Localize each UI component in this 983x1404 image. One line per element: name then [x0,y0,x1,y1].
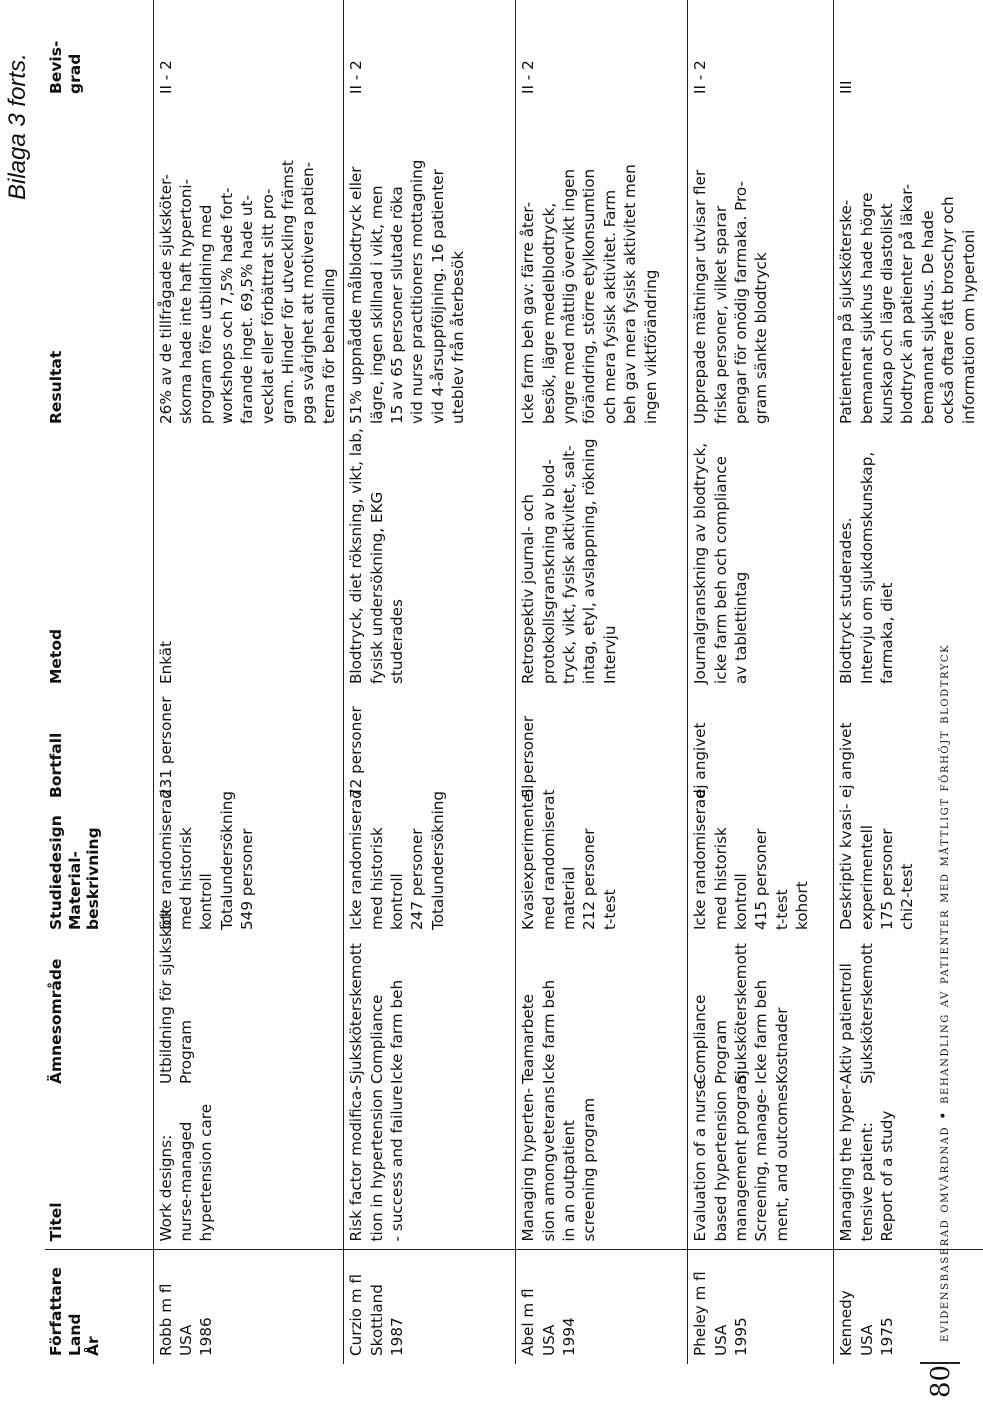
text-line: också oftare fått broschyr och [939,196,958,424]
text-line: Compliance [691,994,710,1084]
cell-author [153,1250,344,1364]
text-line: Icke randomiserad [156,789,175,930]
cell-design [153,789,344,938]
text-line: Material- [65,851,84,930]
text-line: tryck, vikt, fysisk aktivitet, salt- [559,445,578,684]
header-title [45,1092,153,1250]
cell-subject [516,938,688,1092]
cell-author [834,1250,983,1364]
header-method [45,432,153,692]
text-line: Icke farm beh gav: färre åter- [519,201,538,424]
text-line: nurse-managed [176,1121,195,1242]
text-line: Skottland [367,1284,386,1356]
text-line: Titel [47,1202,65,1242]
cell-grade [153,0,344,102]
table-row [153,0,344,1364]
text-line: tensive patient: [857,1122,876,1242]
text-line: Pheley m fl [691,1271,710,1356]
cell-design [344,789,516,938]
text-line: USA [176,1324,195,1356]
text-line: III [837,80,856,94]
text-line: chi2-test [898,863,917,930]
text-line: farande inget. 69,5% hade ut- [238,195,257,424]
text-line: med historisk [176,827,195,930]
text-line: grad [65,53,84,94]
text-line: 549 personer [238,828,257,930]
text-line: 212 personer [580,828,599,930]
text-line: tion in hypertension [367,1089,386,1242]
text-line: Report of a study [877,1110,896,1242]
text-line: 1994 [559,1317,578,1356]
text-line: information om hypertoni [959,229,978,424]
text-line: intag, etyl, avslappning, rökning [580,438,599,684]
text-line: ej angivet [691,722,710,798]
cell-title [153,1092,344,1250]
text-line: Compliance [367,994,386,1084]
text-line: Upprepade mätningar utvisar fler [691,169,710,424]
text-line: icke farm beh och compliance [711,456,730,684]
text-line: skorna hade inte haft hypertoni- [176,178,195,424]
text-line: 415 personer [752,828,771,930]
text-line: ingen viktförändring [641,269,660,424]
text-line: vid 4-årsuppföljning. 16 patienter [428,169,447,424]
text-line: 72 personer [347,706,366,798]
text-line: Patienterna på sjuksköterske- [837,199,856,424]
text-line: material [559,866,578,930]
cell-method [153,432,344,692]
text-line: gram sänkte blodtryck [752,252,771,424]
cell-design [688,789,834,938]
text-line: Icke randomiserad [691,789,710,930]
text-line: in an outpatient [559,1120,578,1242]
studies-table [45,0,983,1364]
text-line: management program: [731,1064,750,1242]
text-line: 15 av 65 personer slutade röka [387,186,406,424]
text-line: med historisk [711,827,730,930]
table-header-row [45,0,153,1364]
header-subject [45,938,153,1092]
text-line: Bevis- [47,40,65,94]
cell-design [834,803,983,938]
cell-author [344,1250,516,1364]
text-line: 1987 [387,1317,406,1356]
text-line: t-test [600,889,619,930]
cell-design [516,784,688,938]
text-line: med historisk [367,827,386,930]
text-line: Land [65,1313,84,1356]
text-line: av tablettintag [731,571,750,684]
text-line: Författare [47,1267,65,1356]
text-line: screening program [580,1097,599,1242]
text-line: 1975 [877,1317,896,1356]
text-line: och mera fysisk aktivitet. Farm [600,189,619,424]
text-line: Enkät [156,640,175,684]
text-line: studerades [387,599,406,684]
text-line: uteblev från återbesök [449,250,468,424]
header-grade [45,0,153,102]
text-line: Kennedy [837,1290,856,1356]
text-line: Blodtryck, diet röksning, vikt, lab, [347,428,366,684]
cell-result [834,102,983,432]
text-line: 5 personer [519,715,538,798]
cell-author [688,1250,834,1364]
header-result [45,102,153,432]
text-line: beh gav mera fysisk aktivitet men [621,164,640,424]
text-line: II - 2 [156,60,175,94]
table-body [153,0,983,1364]
text-line: yngre med måttlig övervikt ingen [559,169,578,424]
text-line: 26% av de tillfrågade sjuksköter- [156,174,175,424]
text-line: Metod [47,628,65,684]
text-line: Managing the hyper- [837,1084,856,1242]
text-line: farmaka, diet [877,582,896,684]
page-number: 80 [926,1364,956,1398]
cell-title [344,1085,516,1250]
cell-grade [344,0,516,102]
text-line: bemannat sjukhus. De hade [918,210,937,424]
cell-title [834,1084,983,1250]
text-line: 231 personer [156,696,175,798]
text-line: kontroll [731,873,750,930]
cell-title [516,1086,688,1250]
text-line: År [84,1336,102,1356]
text-line: hypertension care [197,1103,216,1242]
text-line: Intervju om sjukdomskunskap, [857,451,876,684]
cell-method [516,432,688,692]
text-line: kontroll [197,873,216,930]
cell-result [344,102,516,432]
text-line: sion amongveterans [539,1086,558,1242]
text-line: t-test [772,889,791,930]
cell-dropout [834,692,983,806]
cell-dropout [153,692,344,806]
text-line: vecklat eller förbättrat sitt pro- [258,188,277,424]
text-line: Utbildning för sjukskött [156,907,175,1084]
text-line: Robb m fl [156,1283,175,1356]
text-line: Resultat [47,350,65,424]
footer-divider [920,1363,960,1365]
header-author [45,1250,153,1364]
cell-method [688,432,834,692]
text-line: kohort [793,881,812,930]
text-line: Risk factor modifica- [347,1085,366,1242]
text-line: 1995 [731,1317,750,1356]
text-line: protokollsgranskning av blod- [539,459,558,684]
text-line: ej angivet [837,722,856,798]
text-line: Sjuksköterskemott [347,943,366,1084]
cell-dropout [688,692,834,806]
text-line: lägre, ingen skillnad i vikt, men [367,185,386,424]
text-line: experimentell [857,824,876,930]
text-line: Journalgranskning av blodtryck, [691,442,710,684]
text-line: II - 2 [519,60,538,94]
text-line: besök, lägre medelblodtryck, [539,202,558,424]
text-line: Icke randomiserad [347,789,366,930]
cell-method [834,432,983,692]
cell-author [516,1250,688,1364]
table-row [688,0,834,1364]
text-line: Abel m fl [519,1288,538,1356]
cell-result [516,102,688,432]
header-dropout [45,692,153,806]
text-line: Ämnesområde [47,958,65,1084]
cell-subject [688,938,834,1092]
text-line: Totalundersökning [217,790,236,930]
text-line: bemannat sjukhus hade högre [857,192,876,424]
text-line: pengar för onödig farmaka. Pro- [731,181,750,424]
cell-result [153,102,344,432]
text-line: vid nurse practitioners mottagning [408,159,427,424]
text-line: Deskriptiv kvasi- [837,803,856,930]
text-line: Program [176,1019,195,1084]
text-line: terna för behandling [319,268,338,424]
text-line: Kvasiexperimentell [519,784,538,930]
text-line: USA [539,1324,558,1356]
cell-subject [834,938,983,1092]
table-row [834,0,983,1364]
text-line: program före utbildning med [197,204,216,424]
text-line: Retrospektiv journal- och [519,494,538,684]
cell-subject [153,907,344,1092]
table-row [344,0,516,1364]
text-line: workshops och 7,5% hade fort- [217,187,236,424]
text-line: Blodtryck studerades. [837,517,856,684]
appendix-label: Bilaga 3 forts. [4,53,31,200]
text-line: ment, and outcomes [772,1084,791,1242]
text-line: Kostnader [772,1007,791,1084]
text-line: Totalundersökning [428,790,447,930]
text-line: 51% uppnådde målblodtryck eller [347,166,366,424]
text-line: Studiedesign [47,815,65,930]
text-line: Managing hyperten- [519,1087,538,1242]
text-line: kunskap och lägre diastoliskt [877,203,896,424]
cell-title [688,1064,834,1250]
cell-grade [516,0,688,102]
text-line: - success and failure [387,1085,406,1242]
text-line: Program [711,1019,730,1084]
cell-grade [688,0,834,102]
text-line: gram. Hinder för utveckling främst [278,160,297,424]
text-line: med randomiserat [539,789,558,930]
text-line: Screening, manage- [752,1088,771,1242]
cell-dropout [344,692,516,806]
text-line: Icke farm beh [387,979,406,1084]
text-line: 175 personer [877,828,896,930]
text-line: Sjuksköterskemott [731,943,750,1084]
text-line: 1986 [197,1317,216,1356]
text-line: Curzio m fl [347,1274,366,1356]
text-line: Intervju [600,625,619,684]
text-line: Teamarbete [519,994,538,1084]
text-line: blodtryck än patienter på läkar- [898,183,917,424]
text-line: Evaluation of a nurse- [691,1074,710,1242]
table-row [516,0,688,1364]
text-line: Icke farm beh [539,979,558,1084]
text-line: pga svårighet att motivera patien- [299,161,318,424]
running-title: evidensbaserad omvårdnad • behandling av patienter med måttligt förhöjt blodtryck [936,643,952,1342]
cell-method [344,428,516,692]
text-line: II - 2 [691,60,710,94]
text-line: Work designs: [156,1134,175,1242]
text-line: Sjuksköterskemott [857,943,876,1084]
cell-grade [834,0,983,102]
text-line: II - 2 [347,60,366,94]
text-line: 247 personer [408,828,427,930]
text-line: förändring, större etylkonsumtion [580,168,599,424]
text-line: USA [711,1324,730,1356]
text-line: based hypertension [711,1091,730,1242]
text-line: Aktiv patientroll [837,963,856,1084]
text-line: beskrivning [84,827,102,930]
cell-subject [344,938,516,1092]
header-design [45,806,153,938]
text-line: friska personer, vilket sparar [711,205,730,424]
text-line: Icke farm beh [752,979,771,1084]
text-line: Bortfall [47,732,65,798]
text-line: USA [857,1324,876,1356]
text-line: fysisk undersökning, EKG [367,491,386,684]
cell-result [688,102,834,432]
text-line: kontroll [387,873,406,930]
